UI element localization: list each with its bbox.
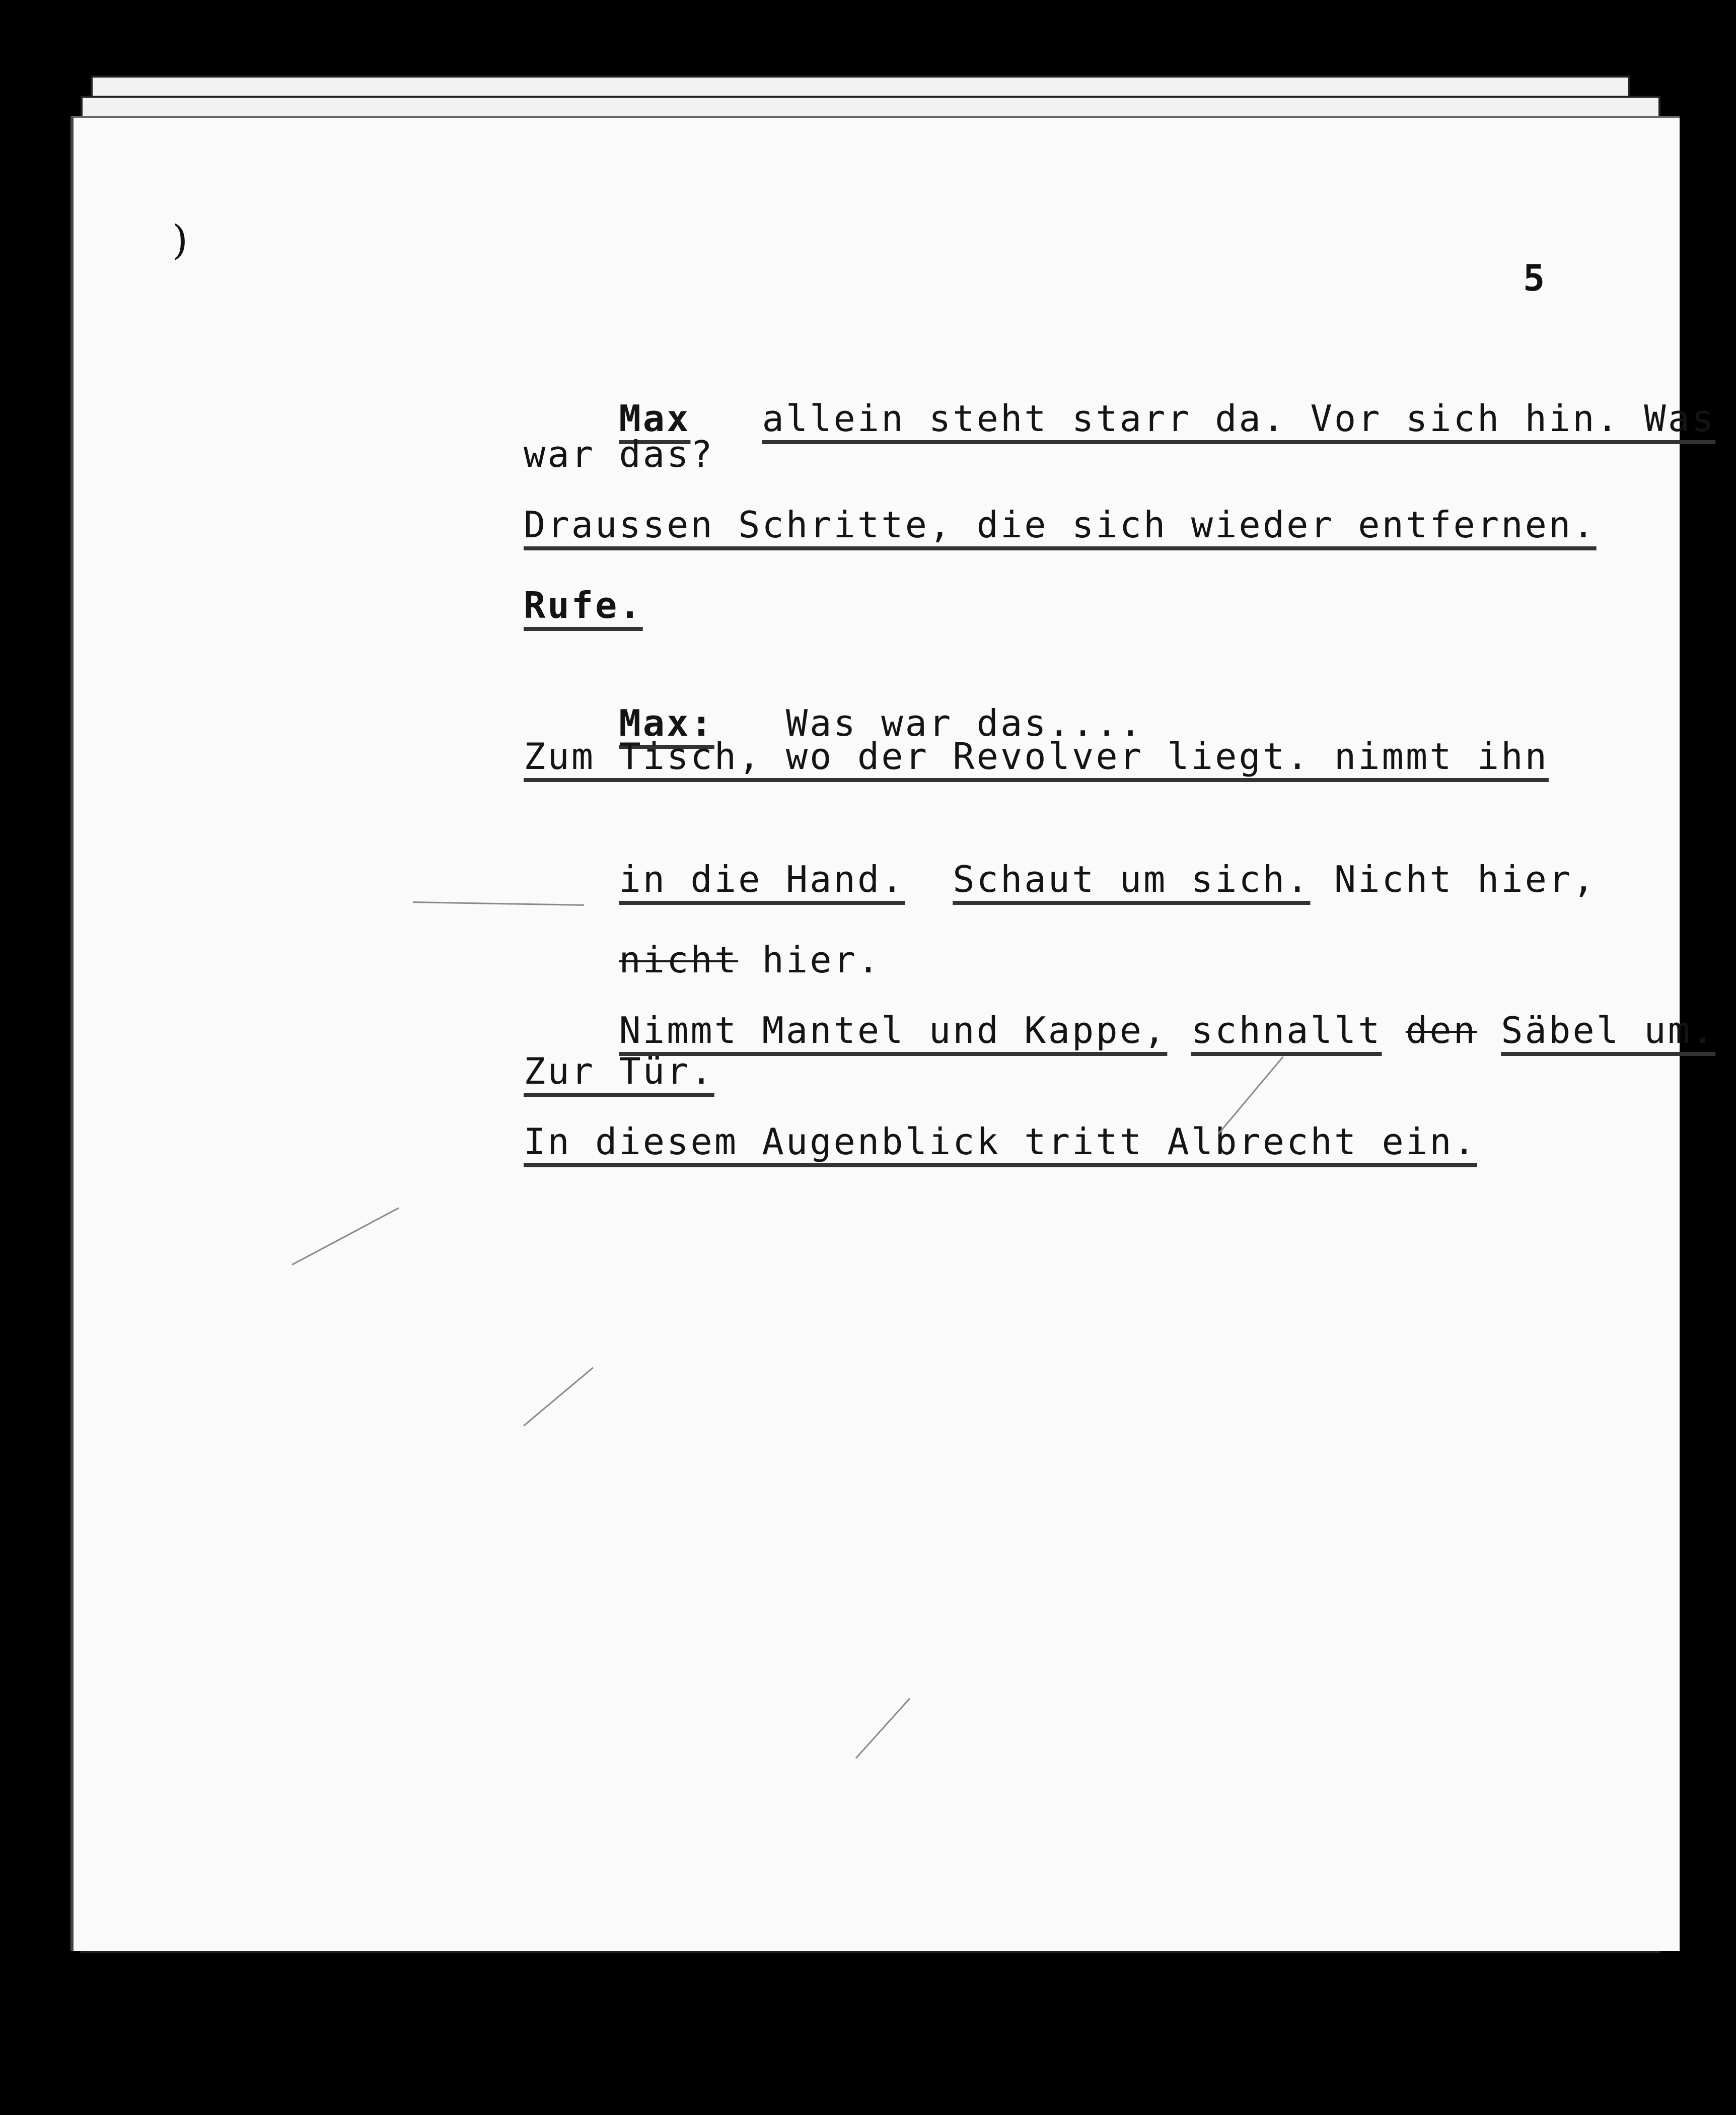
dialogue-text: Was war das.... bbox=[785, 702, 1144, 744]
page-number: 5 bbox=[1523, 257, 1545, 299]
dialogue-text: hier. bbox=[762, 939, 882, 981]
struck-text: den bbox=[1405, 1009, 1477, 1051]
speaker-name: Max bbox=[619, 397, 691, 440]
stage-direction: schnallt bbox=[1191, 1009, 1382, 1051]
text-line-11: In diesem Augenblick tritt Albrecht ein. bbox=[524, 1120, 1477, 1163]
dialogue-text: Nicht hier, bbox=[1334, 858, 1597, 900]
stage-direction: allein steht starr da. Vor sich hin. Was bbox=[762, 397, 1716, 440]
stage-direction: Schaut um sich. bbox=[953, 858, 1311, 900]
margin-mark: ) bbox=[172, 217, 188, 263]
text-line-2: war das? bbox=[524, 433, 714, 475]
struck-text: nicht bbox=[619, 939, 739, 981]
text-line-6: Zum Tisch, wo der Revolver liegt. nimmt ihn bbox=[524, 735, 1549, 778]
text-line-4: Rufe. bbox=[524, 584, 643, 626]
stage-direction: Nimmt Mantel und Kappe, bbox=[619, 1009, 1168, 1051]
text-line-3: Draussen Schritte, die sich wieder entfernen. bbox=[524, 504, 1597, 546]
text-line-10: Zur Tür. bbox=[524, 1050, 714, 1092]
stage-direction: in die Hand. bbox=[619, 858, 905, 900]
speaker-name: Max: bbox=[619, 702, 714, 744]
stage-direction: Säbel um. bbox=[1501, 1009, 1716, 1051]
